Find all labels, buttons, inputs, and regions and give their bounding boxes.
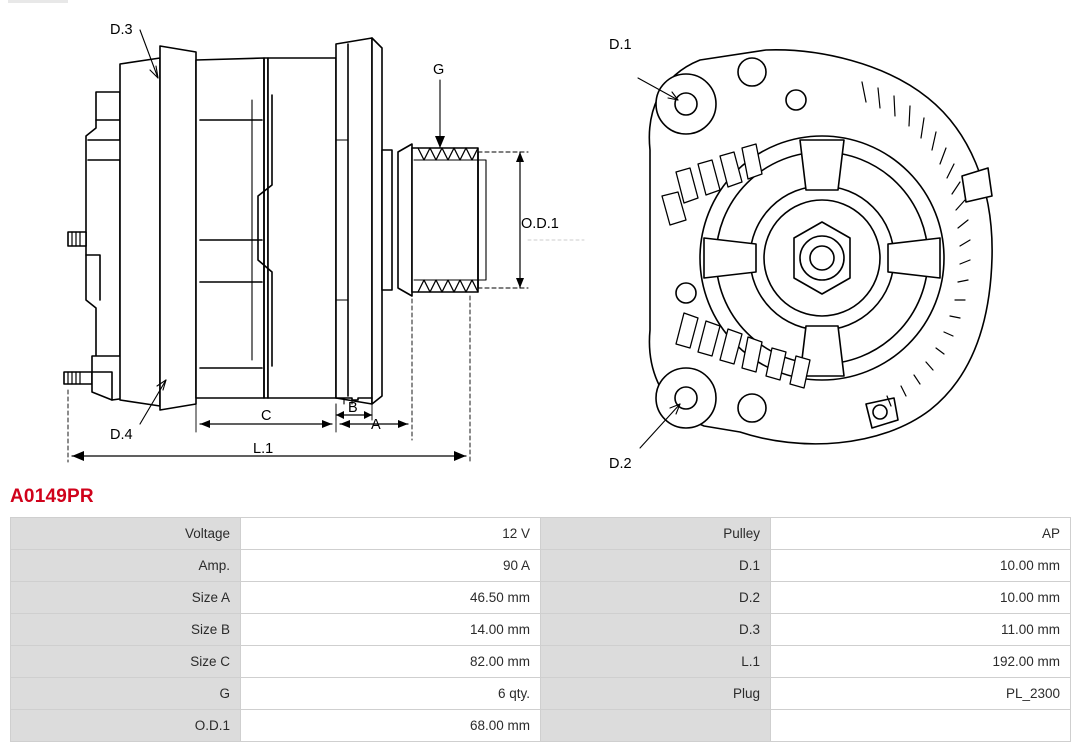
spec-label: D.2 — [541, 582, 771, 614]
label-l1: L.1 — [253, 441, 274, 457]
table-row — [11, 646, 1071, 678]
spec-label: Voltage — [11, 518, 241, 550]
spec-label: Amp. — [11, 550, 241, 582]
table-row — [11, 550, 1071, 582]
spec-label: L.1 — [541, 646, 771, 678]
spec-value: 6 qty. — [241, 678, 541, 710]
label-g: G — [433, 62, 445, 78]
table-row — [11, 710, 1071, 742]
label-c: C — [261, 408, 272, 424]
label-d3: D.3 — [110, 22, 133, 38]
spec-label: Pulley — [541, 518, 771, 550]
spec-label: Size B — [11, 614, 241, 646]
label-od1: O.D.1 — [521, 216, 559, 232]
spec-label: G — [11, 678, 241, 710]
label-b: B — [348, 400, 358, 416]
table-row — [11, 614, 1071, 646]
spec-value: 12 V — [241, 518, 541, 550]
spec-value: PL_2300 — [771, 678, 1071, 710]
spec-label: D.3 — [541, 614, 771, 646]
spec-label-empty — [541, 710, 771, 742]
table-row — [11, 678, 1071, 710]
spec-label: Size A — [11, 582, 241, 614]
spec-value: 10.00 mm — [771, 550, 1071, 582]
spec-value: 10.00 mm — [771, 582, 1071, 614]
spec-value: 46.50 mm — [241, 582, 541, 614]
label-d1: D.1 — [609, 37, 632, 53]
spec-value: 11.00 mm — [771, 614, 1071, 646]
table-row — [11, 582, 1071, 614]
spec-value: AP — [771, 518, 1071, 550]
spec-value: 14.00 mm — [241, 614, 541, 646]
label-d4: D.4 — [110, 427, 133, 443]
table-row — [11, 518, 1071, 550]
label-d2: D.2 — [609, 456, 632, 472]
page-title: A0149PR — [10, 486, 94, 507]
spec-value: 82.00 mm — [241, 646, 541, 678]
spec-label: D.1 — [541, 550, 771, 582]
spec-value-empty — [771, 710, 1071, 742]
label-a: A — [371, 417, 381, 433]
specifications-table — [10, 517, 1070, 742]
spec-value: 90 A — [241, 550, 541, 582]
spec-label: O.D.1 — [11, 710, 241, 742]
spec-value: 192.00 mm — [771, 646, 1071, 678]
spec-label: Plug — [541, 678, 771, 710]
spec-label: Size C — [11, 646, 241, 678]
spec-value: 68.00 mm — [241, 710, 541, 742]
